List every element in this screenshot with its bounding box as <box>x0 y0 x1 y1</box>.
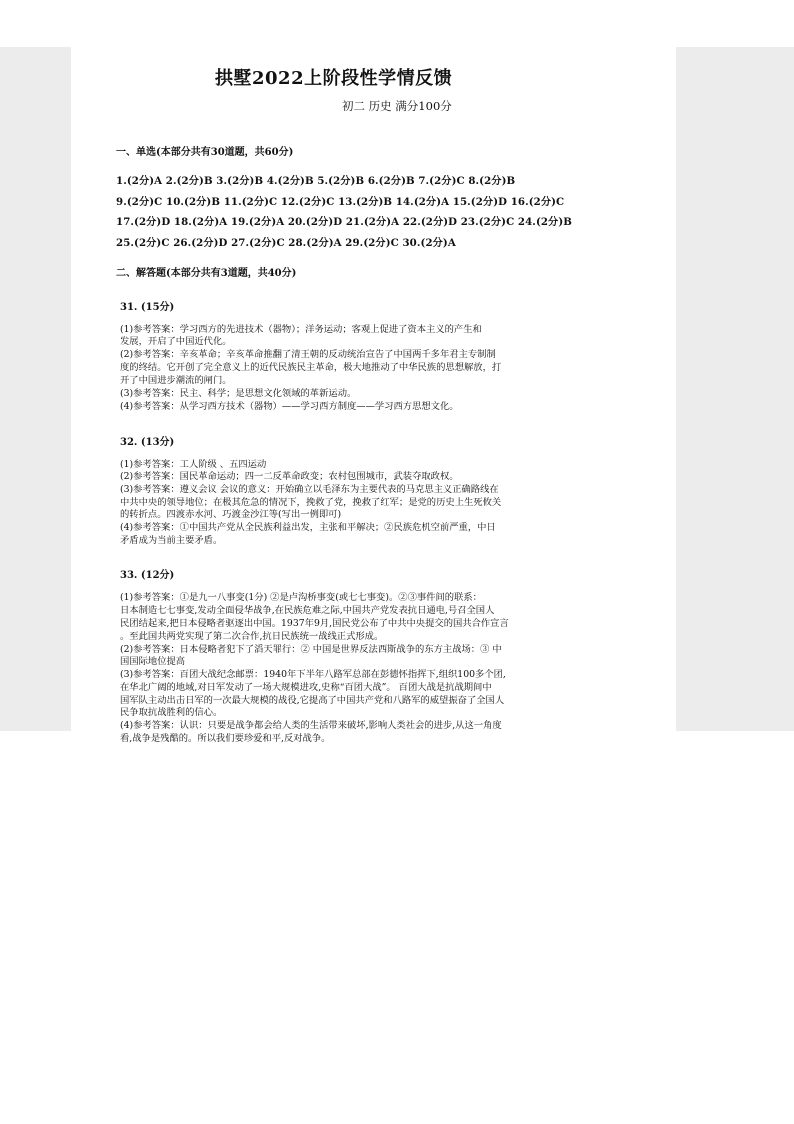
q33-line: (3)参考答案：百团大战纪念邮票：1940年下半年八路军总部在彭德怀指挥下,组织100多个团, <box>120 669 506 680</box>
document-subtitle: 初二 历史 满分100分 <box>342 99 452 113</box>
q31-line: 开了中国进步潮流的闸门。 <box>120 375 232 386</box>
q33-line: 。至此国共两党实现了第二次合作,抗日民族统一战线正式形成。 <box>120 631 384 642</box>
q31-line: (4)参考答案：从学习西方技术（器物）——学习西方制度——学习西方思想文化。 <box>120 401 459 412</box>
q33-line: (2)参考答案：日本侵略者犯下了滔天罪行：② 中国是世界反法西斯战争的东方主战场：③ 中 <box>120 644 502 655</box>
q31-line: 度的终结。它开创了完全意义上的近代民族民主革命，极大地推动了中华民族的思想解放，打 <box>120 362 502 373</box>
q33-line: 在华北广阔的地域,对日军发动了一场大规模进攻,史称“百团大战”。 百团大战是抗战期间中 <box>120 682 492 693</box>
q31-line: (1)参考答案：学习西方的先进技术（器物）；洋务运动；客观上促进了资本主义的产生和 <box>120 324 482 335</box>
answer-line: 17.(2分)D 18.(2分)A 19.(2分)A 20.(2分)D 21.(2分)A 22.(2分)D 23.(2分)C 24.(2分)B <box>116 216 572 228</box>
question-31-heading: 31. (15分) <box>120 302 175 313</box>
answer-line: 1.(2分)A 2.(2分)B 3.(2分)B 4.(2分)B 5.(2分)B 6.(2分)B 7.(2分)C 8.(2分)B <box>116 175 516 187</box>
document-title: 拱墅2022上阶段性学情反馈 <box>215 68 453 89</box>
left-margin-band <box>0 47 71 731</box>
q33-line: 日本制造七七事变,发动全面侵华战争,在民族危难之际,中国共产党发表抗日通电,号召全国人 <box>120 605 495 616</box>
question-33-heading: 33. (12分) <box>120 570 175 581</box>
q31-line: 发展，开启了中国近代化。 <box>120 336 232 347</box>
right-margin-band <box>676 47 794 731</box>
q33-line: 民争取抗战胜利的信心。 <box>120 707 223 718</box>
q32-line: (4)参考答案：①中国共产党从全民族利益出发，主张和平解决；②民族危机空前严重，中日 <box>120 522 496 533</box>
q32-line: 矛盾成为当前主要矛盾。 <box>120 535 223 546</box>
q32-line: 中共中央的领导地位；在极其危急的情况下，挽救了党，挽救了红军；是党的历史上生死攸关 <box>120 497 502 508</box>
answer-line: 25.(2分)C 26.(2分)D 27.(2分)C 28.(2分)A 29.(2分)C 30.(2分)A <box>116 237 456 249</box>
q33-line: 国军队主动出击日军的一次最大规模的战役,它提高了中国共产党和八路军的威望振奋了全国人 <box>120 695 505 706</box>
section1-heading: 一、单选(本部分共有30道题，共60分) <box>116 147 294 158</box>
question-32-heading: 32. (13分) <box>120 437 175 448</box>
q32-line: (1)参考答案：工人阶级 、五四运动 <box>120 459 267 470</box>
q33-line: (1)参考答案：①是九一八事变(1分) ②是卢沟桥事变(或七七事变)。②③事件间的联系： <box>120 592 482 603</box>
q33-line: 看,战争是残酷的。所以我们要珍爱和平,反对战争。 <box>120 733 331 744</box>
q32-line: 的转折点。四渡赤水河、巧渡金沙江等(写出一例即可) <box>120 509 342 520</box>
q32-line: (3)参考答案：遵义会议 会议的意义：开始确立以毛泽东为主要代表的马克思主义正确路线在 <box>120 484 499 495</box>
q31-line: (2)参考答案：辛亥革命；辛亥革命推翻了清王朝的反动统治宣告了中国两千多年君主专制制 <box>120 349 496 360</box>
q32-line: (2)参考答案：国民革命运动；四一二反革命政变；农村包围城市，武装夺取政权。 <box>120 471 459 482</box>
answer-line: 9.(2分)C 10.(2分)B 11.(2分)C 12.(2分)C 13.(2分)B 14.(2分)A 15.(2分)D 16.(2分)C <box>116 196 565 208</box>
q33-line: 国国际地位提高 <box>120 656 186 667</box>
q33-line: (4)参考答案：认识：只要是战争都会给人类的生活带来破坏,影响人类社会的进步,从这一角度 <box>120 720 502 731</box>
q33-line: 民团结起来,把日本侵略者驱逐出中国。1937年9月,国民党公布了中共中央提交的国共合作宣言 <box>120 618 509 629</box>
q31-line: (3)参考答案：民主、科学；是思想文化领域的革新运动。 <box>120 388 357 399</box>
section2-heading: 二、解答题(本部分共有3道题，共40分) <box>116 268 297 279</box>
